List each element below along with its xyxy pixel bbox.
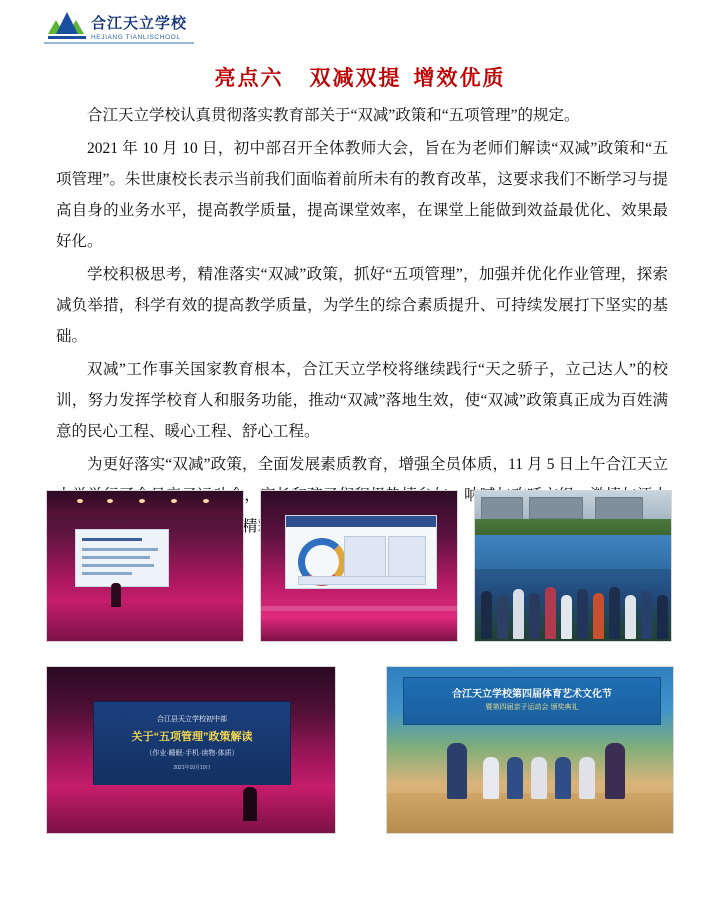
photo-presentation-slide-closeup: [260, 490, 458, 642]
paragraph: 学校积极思考，精准落实“双减”政策，抓好“五项管理”，加强并优化作业管理，探索减负举措，科学有效的提高教学质量，为学生的综合素质提升、可持续发展打下坚实的基础。: [56, 266, 668, 345]
photo-gallery: [46, 490, 674, 834]
logo-underline: [44, 42, 194, 44]
photo-sports-field-parent-child-games: [474, 490, 672, 642]
banner-line-1: 合江天立学校第四届体育艺术文化节: [452, 689, 612, 700]
screen-line-4: 2021年10月10日: [173, 765, 211, 771]
photo-auditorium-teacher-meeting: [46, 490, 244, 642]
mountain-peaks-logo-icon: [48, 11, 86, 45]
paragraph: 双减”工作事关国家教育根本，合江天立学校将继续践行“天之骄子，立己达人”的校训，努力发挥学校育人和服务功能，推动“双减”落地生效，使“双减”政策真正成为百姓满意的民心工程、暖心工程、舒心工程。: [56, 361, 668, 440]
banner-line-2: 暨第四届亲子运动会 颁奖典礼: [485, 704, 579, 711]
title-part-3: 增效优质: [413, 66, 506, 90]
paragraph: 合江天立学校认真贯彻落实教育部关于“双减”政策和“五项管理”的规定。: [87, 107, 580, 124]
screen-line-1: 合江县天立学校初中部: [157, 716, 227, 723]
title-part-1: 亮点六: [214, 66, 284, 90]
article-body: [56, 100, 668, 544]
photo-row-1: [46, 490, 674, 642]
title-part-2: 双减双提: [309, 66, 402, 90]
photo-policy-interpretation-lecture: [46, 666, 336, 834]
logo-english-name: HEJIANG TIANLISCHOOL: [91, 33, 181, 41]
logo-text-block: [91, 15, 187, 42]
paragraph: 为更好落实“双减”政策，全面发展素质教育，增强全员体质，11 月 5 日上午合江天立小学举行了全员亲子运动会，家长和孩子们积极热情参与，呐喊 难忘的精彩瞬间。: [56, 456, 668, 535]
screen-line-2: 关于“五项管理”政策解读: [131, 731, 253, 743]
photo-award-ceremony-stage: [386, 666, 674, 834]
logo-chinese-name: 合江天立学校: [91, 15, 188, 32]
screen-line-3: （作业·睡眠·手机·读物·体质）: [145, 750, 239, 757]
page-title: [0, 62, 720, 92]
photo-row-2: [46, 666, 674, 834]
paragraph: 2021 年 10 月 10 日，初中部召开全体教师大会，旨在为老师们解读“双减”政策和“五项管理”。朱世康校长表示当前我们面临着前所未有的教育改革，这要求我们不断学习与提高自身的业务水平，提高教学质量，提高课堂效率，在课堂上能做到效益最优化、效果最好化。: [56, 140, 668, 250]
